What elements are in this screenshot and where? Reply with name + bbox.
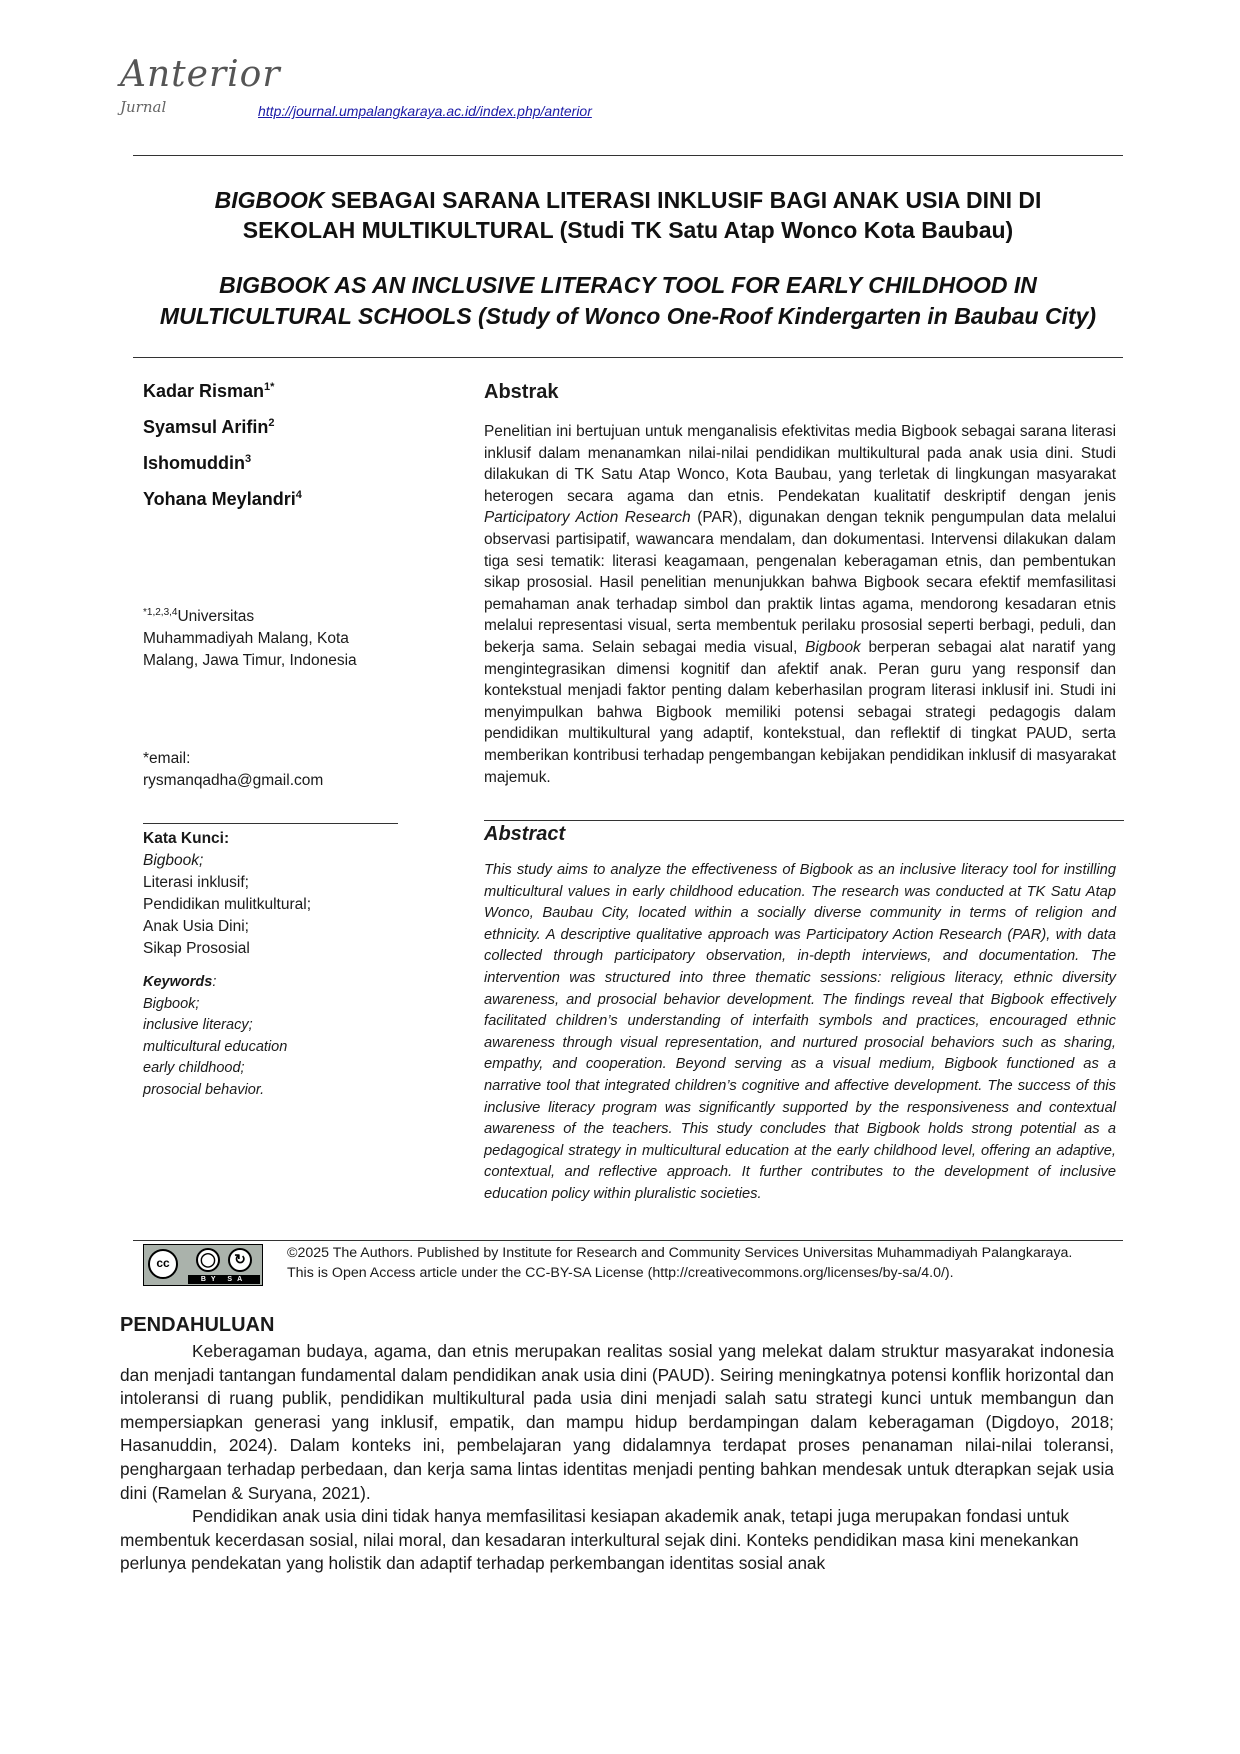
keyword-item: Literasi inklusif; (143, 874, 249, 891)
keywords-heading: Keywords: (143, 974, 217, 990)
cc-by-sa-badge[interactable] (143, 1244, 263, 1286)
abstract-heading: Abstract (484, 823, 566, 845)
header-divider (133, 155, 1123, 156)
kata-kunci-heading: Kata Kunci: (143, 830, 230, 847)
keyword-item: inclusive literacy; (143, 1017, 253, 1034)
journal-logo-subtitle: Jurnal (120, 98, 167, 116)
introduction-body (120, 1340, 1114, 1576)
affiliation: $^{*1,2,3,4}$Universitas Muhammadiyah Malang, Kota Malang, Jawa Timur, Indonesia (143, 607, 357, 670)
cc-icon: cc (148, 1249, 178, 1279)
author-name: Ishomuddin$^3$ (143, 453, 252, 473)
title-divider (133, 357, 1123, 358)
license-text: ©2025 The Authors. Published by Institute for Research and Community Services Universitas Muhammadiyah Palangkaraya. This is Open Access article under the CC-BY-SA License (http://creativecommons.org/licenses/by-sa/4.0/). (287, 1245, 1073, 1281)
abstract-divider (484, 820, 1124, 821)
correspondence-email (143, 748, 323, 792)
paragraph: Keberagaman budaya, agama, dan etnis merupakan realitas sosial yang melekat dalam struktur masyarakat indonesia dan menjadi tantangan fundamental dalam pendidikan anak usia dini (PAUD). Seiring meningkatnya potensi konflik horizontal dan intoleransi di ruang publik, pendidikan multikultural pada usia dini menjadi salah satu strategi kunci untuk membangun dan mempersiapkan generasi yang inklusif, empatik, dan mampu hidup berdampingan dalam keberagaman (Digdoyo, 2018; Hasanuddin, 2024). Dalam konteks ini, pembelajaran yang didalamnya terdapat proses penanaman nilai-nilai toleransi, penghargaan terhadap perbedaan, dan kerja sama lintas identitas menjadi penting bahkan mendesak untuk dterapkan sejak usia dini (Ramelan & Suryana, 2021). (120, 1341, 1114, 1503)
sidebar-divider (143, 823, 398, 824)
abstract-body: This study aims to analyze the effectiveness of Bigbook as an inclusive literacy tool for instilling multicultural values in early childhood education. The research was conducted at TK Satu Atap Wonco, Baubau City, located within a socially diverse community in terms of religion and ethnicity. A descriptive qualitative approach was Participatory Action Research (PAR), with data collected through participatory observation, in-depth interviews, and documentation. The intervention was structured into three thematic sessions: religious literacy, ethnic diversity awareness, and prosocial behavior development. The findings reveal that Bigbook effectively facilitated children’s understanding of interfaith symbols and practices, encouraged ethnic awareness through visual representation, and nurtured prosocial behaviors such as sharing, empathy, and cooperation. Beyond serving as a visual medium, Bigbook functioned as a narrative tool that integrated children’s cognitive and affective development. The success of this inclusive literacy program was significantly supported by the responsiveness and contextual awareness of the teachers. This study concludes that Bigbook holds strong potential as a pedagogical strategy in multicultural education at the early childhood level, offering an adaptive, contextual, and reflective approach. It further contributes to the development of inclusive education policy within pluralistic societies. (484, 862, 1116, 1202)
attribution-person-icon: ◯ (196, 1248, 220, 1272)
abstrak-body: Penelitian ini bertujuan untuk menganalisis efektivitas media Bigbook sebagai sarana literasi inklusif dalam menanamkan nilai-nilai pendidikan multikultural pada anak usia dini. Studi dilakukan di TK Satu Atap Wonco, Kota Baubau, yang terletak di lingkungan masyarakat heterogen secara agama dan etnis. Pendekatan kualitatif deskriptif dengan jenis Participatory Action Research (PAR), digunakan dengan teknik pengumpulan data melalui observasi partisipatif, wawancara mendalam, dan dokumentasi. Intervensi dilakukan dalam tiga sesi tematik: literasi keagamaan, pengenalan keberagaman etnis, dan pembentukan sikap prososial. Hasil penelitian menunjukkan bahwa Bigbook secara efektif memfasilitasi pemahaman anak terhadap simbol dan praktik lintas agama, mendorong kesadaran etnis melalui representasi visual, serta membentuk perilaku prososial seperti berbagi, peduli, dan bekerja sama. Selain sebagai media visual, Bigbook berperan sebagai alat naratif yang mengintegrasikan dimensi kognitif dan afektif anak. Peran guru yang responsif dan kontekstual menjadi faktor penting dalam keberhasilan program literasi inklusif ini. Studi ini menyimpulkan bahwa Bigbook memiliki potensi sebagai strategi pedagogis dalam pendidikan multikultural yang adaptif, kontekstual, dan reflektif di tingkat PAUD, serta memberikan kontribusi terhadap pengembangan kebijakan pendidikan inklusif di masyarakat majemuk. (484, 423, 1116, 786)
cc-badge-labels: BY SA (188, 1275, 260, 1284)
keyword-item: Bigbook; (143, 995, 200, 1012)
keyword-item: Sikap Prososial (143, 940, 250, 957)
title-id-line1: SEBAGAI SARANA LITERASI INKLUSIF BAGI ANAK USIA DINI DI (324, 187, 1042, 213)
share-alike-icon: ↻ (228, 1248, 252, 1272)
affiliation-sup: *1,2,3,4 (143, 607, 178, 618)
section-heading: PENDAHULUAN (120, 1314, 275, 1336)
journal-logo: Anterior (120, 54, 281, 95)
title-english (133, 270, 1123, 332)
author-name: Syamsul Arifin$^2$ (143, 417, 275, 437)
keywords-block (143, 972, 287, 1102)
title-bigbook-italic: BIGBOOK (214, 187, 325, 213)
keyword-item: multicultural education (143, 1038, 288, 1055)
title-indonesian (133, 185, 1123, 245)
license-divider (133, 1240, 1123, 1241)
title-en-line1: BIGBOOK AS AN INCLUSIVE LITERACY TOOL FOR EARLY CHILDHOOD IN (219, 272, 1037, 298)
keyword-item: early childhood; (143, 1060, 245, 1077)
author-name: Kadar Risman$^{1*}$ (143, 381, 275, 401)
paragraph: Pendidikan anak usia dini tidak hanya memfasilitasi kesiapan akademik anak, tetapi juga merupakan fondasi untuk membentuk kecerdasan sosial, nilai moral, dan kesadaran interkultural sejak dini. Konteks pendidikan masa kini menekankan perlunya pendekatan yang holistik dan adaptif terhadap perkembangan identitas sosial anak (120, 1506, 1079, 1574)
title-en-line2: MULTICULTURAL SCHOOLS (Study of Wonco One-Roof Kindergarten in Baubau City) (159, 303, 1097, 329)
title-id-line2: SEKOLAH MULTIKULTURAL (Studi TK Satu Atap Wonco Kota Baubau) (242, 217, 1014, 243)
email-label: *email: (143, 750, 191, 767)
journal-url-link[interactable]: http://journal.umpalangkaraya.ac.id/index.php/anterior (258, 103, 592, 119)
author-name: Yohana Meylandri$^4$ (143, 489, 302, 509)
abstrak-heading: Abstrak (484, 381, 559, 403)
keyword-item: prosocial behavior. (143, 1081, 265, 1098)
keyword-item: Pendidikan mulitkultural; (143, 896, 312, 913)
email-address: rysmanqadha@gmail.com (143, 772, 324, 789)
kata-kunci-block (143, 828, 311, 960)
keyword-item: Bigbook; (143, 852, 204, 869)
keyword-item: Anak Usia Dini; (143, 918, 249, 935)
